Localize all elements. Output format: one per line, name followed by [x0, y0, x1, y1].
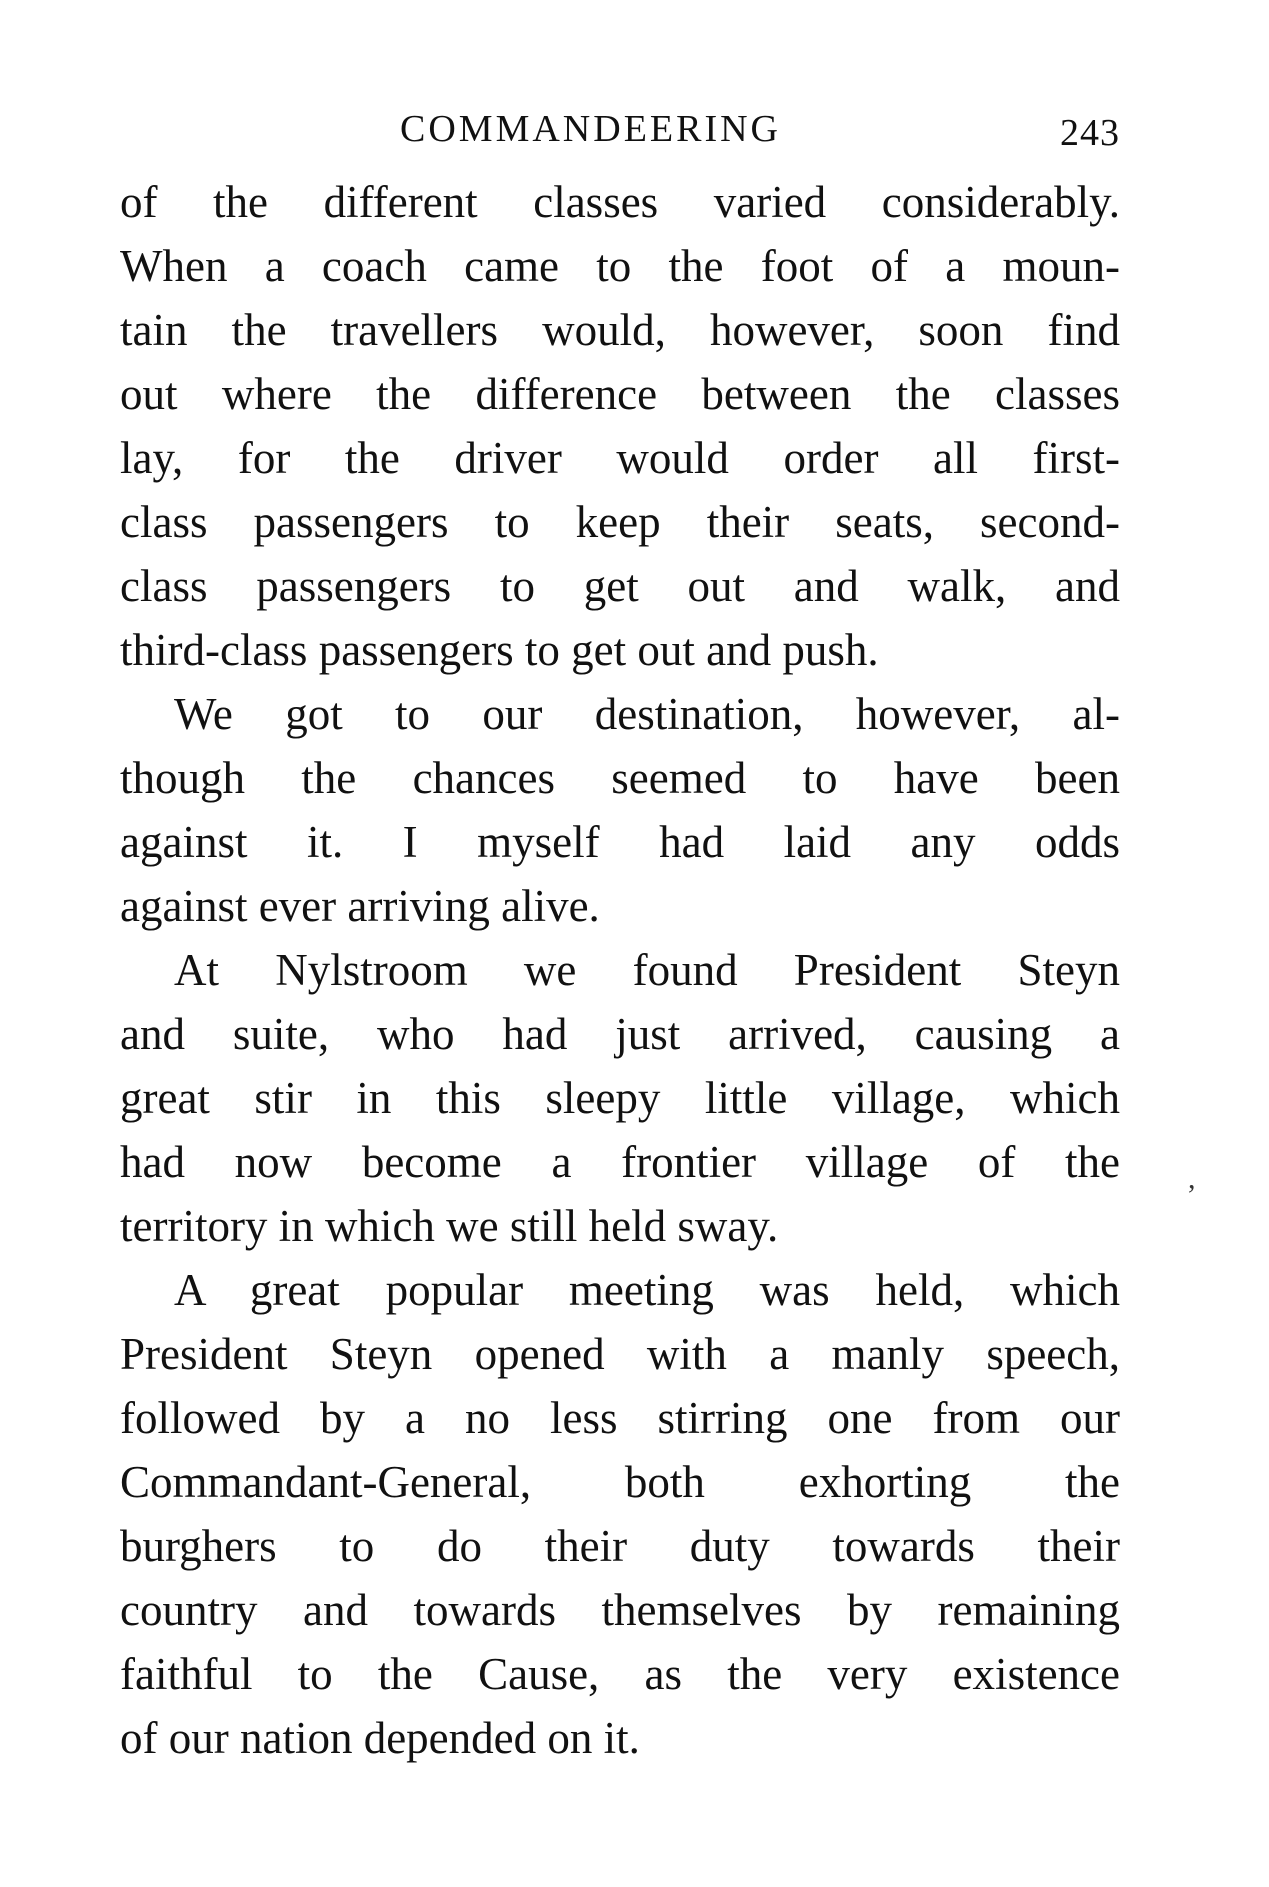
text-line: and suite, who had just arrived, causing a	[120, 1009, 1120, 1059]
text-line: of our nation depended on it.	[120, 1713, 640, 1763]
text-line: out where the difference between the classes	[120, 369, 1120, 419]
paragraph-start-line: A great popular meeting was held, which	[174, 1265, 1120, 1315]
text-line: had now become a frontier village of the	[120, 1137, 1120, 1187]
text-line: against ever arriving alive.	[120, 881, 600, 931]
text-line: When a coach came to the foot of a moun-	[120, 241, 1120, 291]
ink-speck: ,	[1188, 1162, 1196, 1195]
running-title: COMMANDEERING	[400, 108, 781, 150]
text-line: though the chances seemed to have been	[120, 753, 1120, 803]
paragraph-start-line: We got to our destination, however, al-	[174, 689, 1120, 739]
text-line: lay, for the driver would order all first-	[120, 433, 1120, 483]
text-line: great stir in this sleepy little village, which	[120, 1073, 1120, 1123]
running-head	[120, 104, 1120, 154]
text-line: country and towards themselves by remaining	[120, 1585, 1120, 1635]
text-line: followed by a no less stirring one from our	[120, 1393, 1120, 1443]
text-line: Commandant-General, both exhorting the	[120, 1457, 1120, 1507]
body-text	[120, 170, 1120, 1770]
page-number: 243	[1060, 112, 1120, 154]
text-line: burghers to do their duty towards their	[120, 1521, 1120, 1571]
text-line: tain the travellers would, however, soon find	[120, 305, 1120, 355]
text-line: faithful to the Cause, as the very existence	[120, 1649, 1120, 1699]
text-line: against it. I myself had laid any odds	[120, 817, 1120, 867]
text-line: third-class passengers to get out and push.	[120, 625, 879, 675]
text-line: class passengers to keep their seats, second-	[120, 497, 1120, 547]
text-line: territory in which we still held sway.	[120, 1201, 779, 1251]
text-line: class passengers to get out and walk, and	[120, 561, 1120, 611]
text-line: of the different classes varied considerably.	[120, 177, 1120, 227]
paragraph-start-line: At Nylstroom we found President Steyn	[174, 945, 1120, 995]
text-line: President Steyn opened with a manly speech,	[120, 1329, 1120, 1379]
